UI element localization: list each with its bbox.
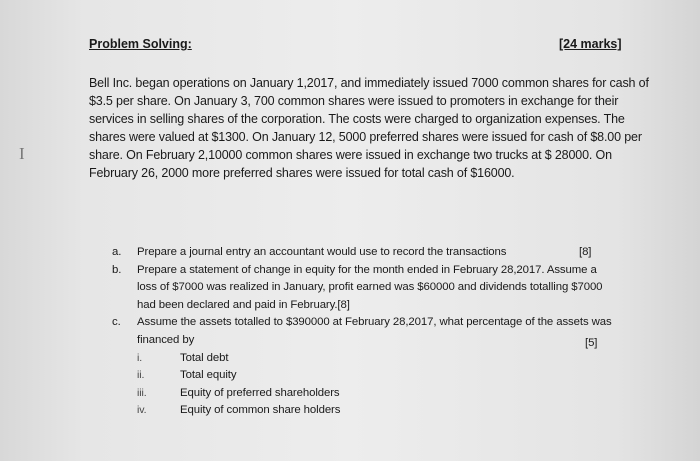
subitem-numeral: iii. bbox=[137, 386, 147, 399]
task-letter: b. bbox=[112, 263, 122, 276]
task-line: Prepare a journal entry an accountant would use to record the transactions bbox=[137, 246, 507, 258]
task-line: Assume the assets totalled to $390000 at February 28,2017, what percentage of the assets was bbox=[137, 316, 612, 329]
paragraph-line: February 26, 2000 more preferred shares were issued for total cash of $16000. bbox=[89, 166, 515, 180]
task-score: [5] bbox=[585, 337, 598, 350]
task-score: [8] bbox=[579, 246, 592, 258]
subitem-text: Equity of preferred shareholders bbox=[180, 386, 340, 399]
subitem-text: Equity of common share holders bbox=[180, 404, 341, 417]
task-a bbox=[112, 244, 652, 262]
problem-heading: Problem Solving: bbox=[89, 37, 192, 51]
paragraph-line: Bell Inc. began operations on January 1,2017, and immediately issued 7000 common shares for cash of bbox=[89, 76, 649, 90]
subitem-text: Total equity bbox=[180, 369, 237, 382]
task-letter: c. bbox=[112, 316, 121, 329]
task-line: financed by bbox=[137, 333, 195, 346]
paragraph-line: shares were valued at $1300. On January 12, 5000 preferred shares were issued for cash of $8.00 per bbox=[89, 130, 642, 144]
subitem bbox=[137, 402, 652, 420]
paragraph-line: share. On February 2,10000 common shares were issued in exchange two trucks at $ 28000. On bbox=[89, 148, 612, 162]
subitem-numeral: ii. bbox=[137, 369, 145, 382]
subitem-list bbox=[112, 350, 652, 420]
task-line: had been declared and paid in February.[8] bbox=[137, 298, 350, 311]
task-line: Prepare a statement of change in equity for the month ended in February 28,2017. Assume a bbox=[137, 263, 597, 276]
problem-paragraph bbox=[89, 74, 664, 182]
subitem bbox=[137, 385, 652, 403]
task-list bbox=[112, 244, 652, 420]
subitem bbox=[137, 350, 652, 368]
paragraph-line: services in selling shares of the corporation. The costs were charged to organization expenses. The bbox=[89, 112, 625, 126]
subitem-numeral: iv. bbox=[137, 404, 147, 417]
subitem-text: Total debt bbox=[180, 351, 229, 364]
task-line: loss of $7000 was realized in January, profit earned was $60000 and dividends totalling $7000 bbox=[137, 281, 603, 294]
text-cursor-icon: I bbox=[19, 144, 25, 163]
task-letter: a. bbox=[112, 246, 122, 258]
subitem bbox=[137, 367, 652, 385]
total-marks: [24 marks] bbox=[559, 37, 622, 51]
task-b bbox=[112, 262, 652, 315]
paragraph-line: $3.5 per share. On January 3, 700 common shares were issued to promoters in exchange for their bbox=[89, 94, 619, 108]
subitem-numeral: i. bbox=[137, 351, 143, 364]
task-c bbox=[112, 314, 652, 349]
